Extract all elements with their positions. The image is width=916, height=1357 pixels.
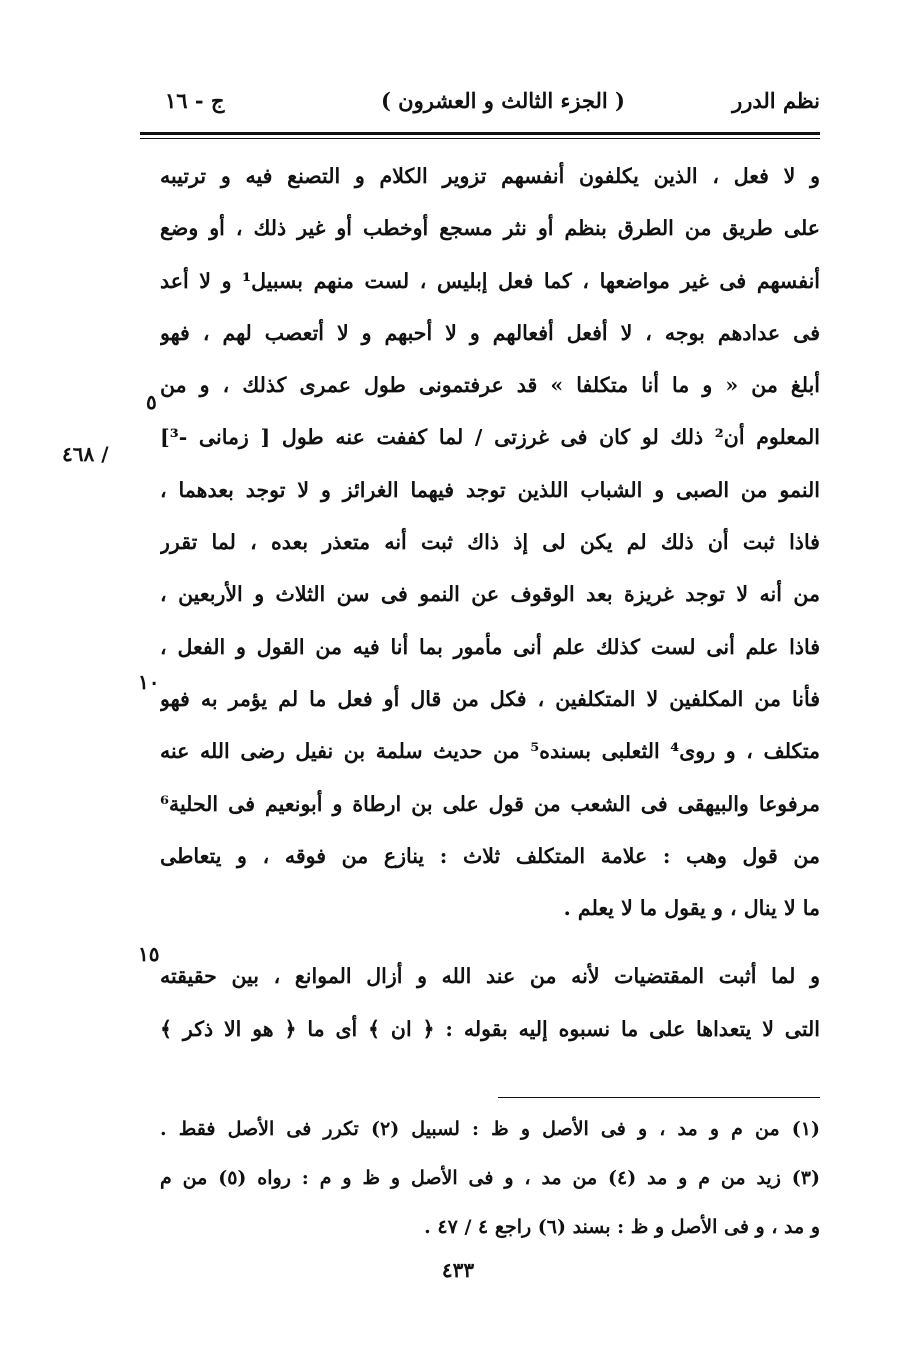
- part-title: ( الجزء الثالث و العشرون ): [380, 88, 625, 113]
- footnote-separator: [498, 1097, 820, 1098]
- text-line: متكلف ، و روى⁴ الثعلبى بسنده⁵ من حديث سلمة بن نفيل رضى الله عنه: [160, 739, 820, 764]
- header-rule-thick: [140, 132, 820, 135]
- text-line: و لما أثبت المقتضيات لأنه من عند الله و أزال الموانع ، بين حقيقته: [160, 964, 820, 989]
- text-line: ما لا ينال ، و يقول ما لا يعلم .: [563, 896, 820, 921]
- volume-reference: ج - ١٦: [165, 88, 225, 113]
- line-number-15: ١٥: [138, 942, 160, 966]
- margin-page-reference: / ٤٦٨: [62, 442, 109, 466]
- running-header: [165, 82, 820, 122]
- text-line: من قول وهب : علامة المتكلف ثلاث : ينازع من فوقه ، و يتعاطى: [160, 843, 820, 868]
- header-rule-thin: [140, 138, 820, 139]
- footnote-line: و مد ، و فى الأصل و ظ : بسند (٦) راجع ٤ / ٤٧ .: [424, 1216, 820, 1238]
- page-number: ٤٣٣: [441, 1258, 475, 1282]
- text-line: أنفسهم فى غير مواضعها ، كما فعل إبليس ، لست منهم بسبيل¹ و لا أعد: [160, 268, 820, 293]
- text-line: على طريق من الطرق بنظم أو نثر مسجع أوخطب أو غير ذلك ، أو وضع: [160, 216, 820, 241]
- text-line: و لا فعل ، الذين يكلفون أنفسهم تزوير الكلام و التصنع فيه و ترتيبه: [160, 164, 820, 188]
- text-line: النمو من الصبى و الشباب اللذين توجد فيهما الغرائز و لا توجد بعدهما ،: [160, 477, 820, 502]
- footnote-line: (١) من م و مد ، و فى الأصل و ظ : لسبيل (٢) تكرر فى الأصل فقط .: [160, 1118, 820, 1140]
- text-line: فاذا علم أنى لست كذلك علم أنى مأمور بما أنا فيه من القول و الفعل ،: [160, 634, 820, 659]
- footnote-line: (٣) زيد من م و مد (٤) من مد ، و فى الأصل و ظ و م : رواه (٥) من م: [160, 1167, 820, 1189]
- line-number-5: ٥: [146, 390, 157, 414]
- text-line: فأنا من المكلفين لا المتكلفين ، فكل من قال أو فعل ما لم يؤمر به فهو: [160, 686, 820, 711]
- text-line: فاذا ثبت أن ذلك لم يكن لى إذ ذاك ثبت أنه متعذر بعده ، لما تقرر: [160, 530, 820, 555]
- text-line: أبلغ من « و ما أنا متكلفا » قد عرفتمونى طول عمرى كذلك ، و من: [160, 373, 820, 398]
- text-line: المعلوم أن² ذلك لو كان فى غرزتى / لما كففت عنه طول [ زمانى -³]: [160, 425, 820, 450]
- footnotes: [160, 1105, 820, 1252]
- book-title: نظم الدرر: [732, 88, 820, 113]
- text-line: مرفوعا والبيهقى فى الشعب من قول على بن ارطاة و أبونعيم فى الحلية⁶: [160, 791, 820, 816]
- text-line: التى لا يتعداها على ما نسبوه إليه بقوله : ﴿ ان ﴾ أى ما ﴿ هو الا ذكر ﴾: [160, 1016, 820, 1041]
- line-number-10: ١٠: [138, 670, 160, 694]
- text-line: فى عدادهم بوجه ، لا أفعل أفعالهم و لا أحبهم و لا أتعصب لهم ، فهو: [160, 320, 820, 345]
- text-line: من أنه لا توجد غريزة بعد الوقوف عن النمو فى سن الثلاث و الأربعين ،: [160, 582, 820, 607]
- main-text: [160, 150, 820, 1055]
